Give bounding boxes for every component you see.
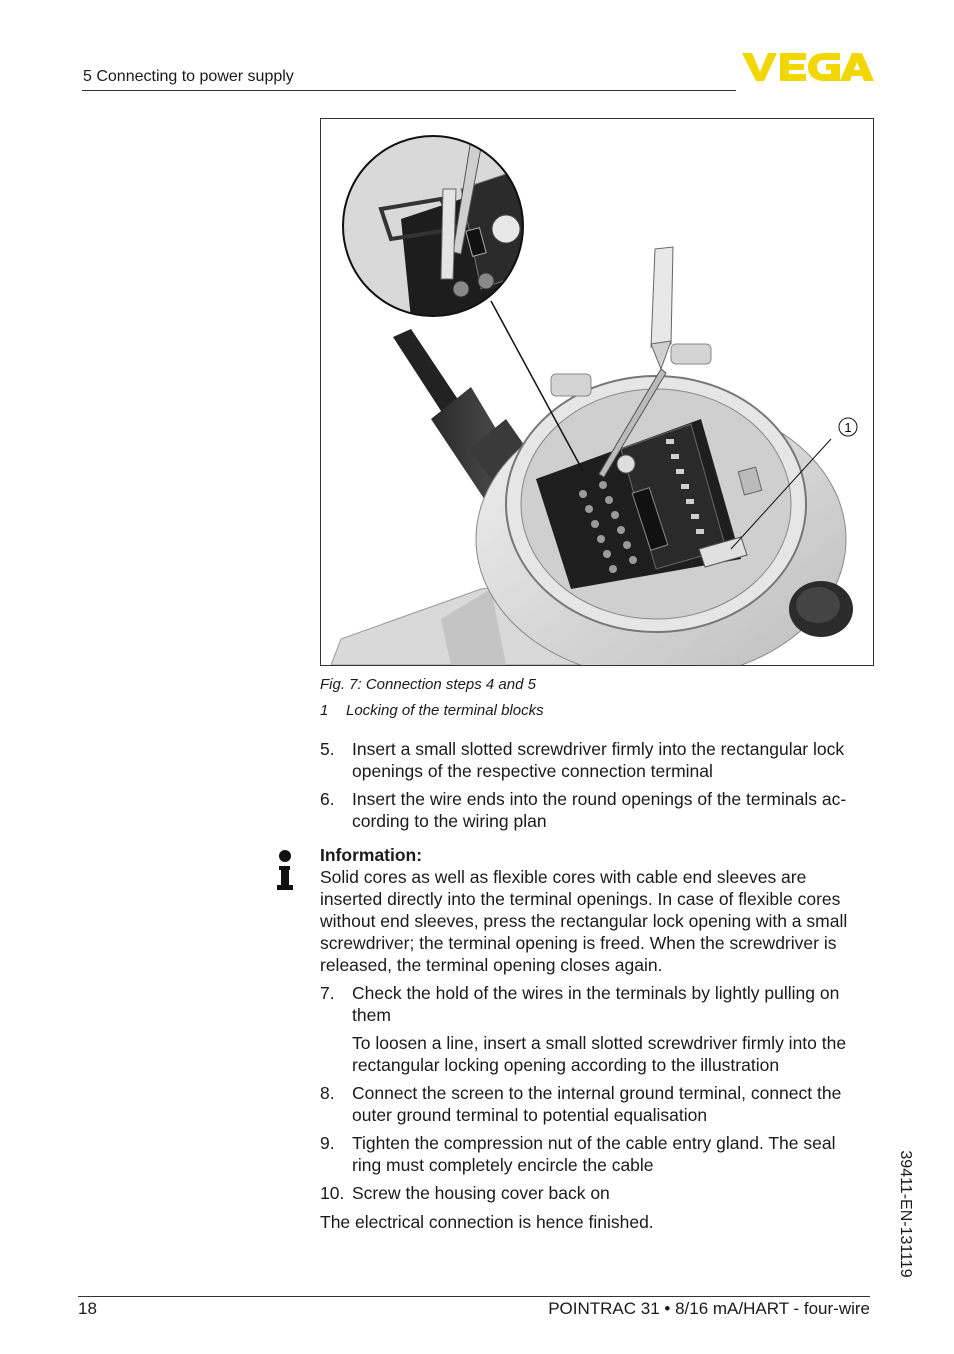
- step-note: To loosen a line, insert a small slotted screwdriver firmly into the rectangular locking opening according to the illustration: [352, 1033, 847, 1075]
- connection-figure: [320, 118, 874, 666]
- footer-divider: [78, 1296, 870, 1297]
- document-id: [895, 1138, 915, 1290]
- document-id-text: 39411-EN-131119: [897, 1150, 914, 1278]
- information-title: Information:: [320, 845, 423, 865]
- step-text: Screw the housing cover back on: [352, 1183, 610, 1203]
- running-header: 5 Connecting to power supply: [83, 68, 294, 85]
- figure-caption: Fig. 7: Connection steps 4 and 5: [320, 676, 536, 693]
- product-name: POINTRAC 31 • 8/16 mA/HART - four-wire: [548, 1299, 870, 1318]
- information-note: [320, 844, 865, 976]
- step-number: 9.: [320, 1133, 335, 1153]
- step-item: [320, 788, 865, 832]
- information-text: Solid cores as well as flexible cores with cable end sleeves are inserted directly into the terminal openings. In case of flexible cores without end sleeves, press the rectangular lock opening with a small screwdriver; the terminal opening is freed. When the screwdriver is released, the terminal opening closes again.: [320, 867, 848, 975]
- zoom-detail: [343, 136, 541, 319]
- header-divider: [82, 90, 736, 91]
- step-text: Tighten the compression nut of the cable entry gland. The seal ring must completely encircle the cable: [352, 1133, 836, 1175]
- page-number: 18: [78, 1299, 97, 1318]
- step-number: 10.: [320, 1183, 345, 1203]
- callout-label: 1: [844, 420, 852, 435]
- step-text: Connect the screen to the internal ground terminal, connect the outer ground terminal to potential equalisation: [352, 1083, 842, 1125]
- step-text: Insert a small slotted screwdriver firmly into the rectangular lock openings of the respective connection terminal: [352, 739, 845, 781]
- step-subtext: [320, 1032, 865, 1076]
- step-item: [320, 982, 865, 1026]
- step-item: [320, 1182, 865, 1204]
- step-number: 6.: [320, 789, 335, 809]
- step-number: 8.: [320, 1083, 335, 1103]
- step-text: Check the hold of the wires in the terminals by lightly pulling on them: [352, 983, 840, 1025]
- step-text: Insert the wire ends into the round openings of the terminals ac-cording to the wiring plan: [352, 789, 847, 831]
- legend-text: Locking of the terminal blocks: [346, 702, 544, 719]
- closing-paragraph: The electrical connection is hence finished.: [320, 1212, 654, 1232]
- figure-legend: [320, 702, 544, 719]
- step-item: [320, 738, 865, 782]
- step-number: 7.: [320, 983, 335, 1003]
- step-item: [320, 1082, 865, 1126]
- legend-number: 1: [320, 702, 329, 719]
- step-item: [320, 1132, 865, 1176]
- info-icon: [276, 850, 294, 892]
- terminal-housing-illustration: [321, 119, 873, 665]
- vega-logo: [742, 50, 874, 84]
- step-number: 5.: [320, 739, 335, 759]
